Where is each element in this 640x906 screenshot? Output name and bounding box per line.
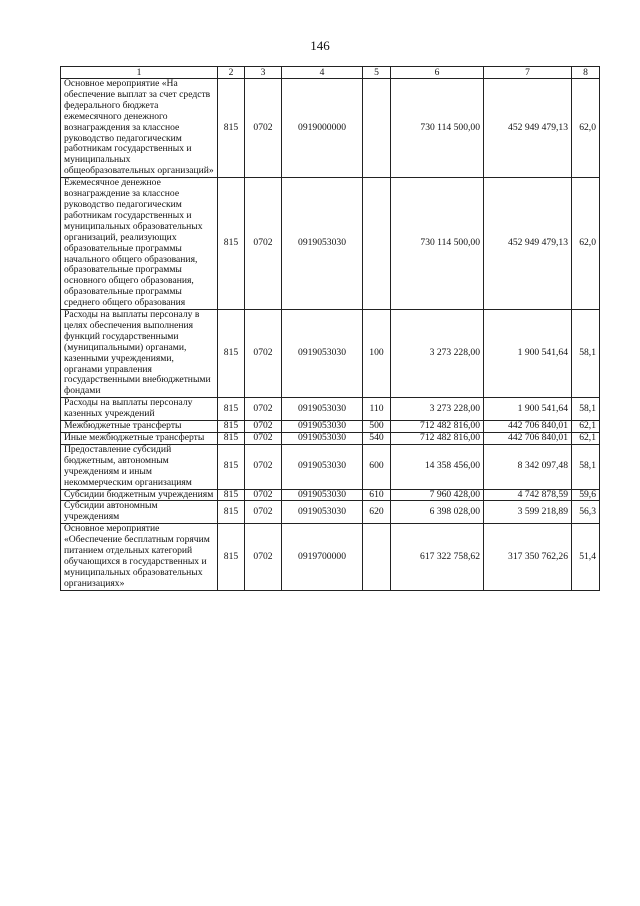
execution-percent: 51,4 — [572, 524, 600, 590]
execution-percent: 58,1 — [572, 444, 600, 489]
section-code: 0702 — [245, 524, 282, 590]
target-article-code: 0919053030 — [282, 433, 363, 445]
expense-type-code: 620 — [363, 501, 391, 524]
table-row — [61, 421, 600, 433]
planned-amount: 712 482 816,00 — [391, 433, 484, 445]
planned-amount: 617 322 758,62 — [391, 524, 484, 590]
header-cell: 2 — [218, 67, 245, 79]
expense-type-code — [363, 178, 391, 310]
target-article-code: 0919000000 — [282, 79, 363, 178]
executed-amount: 1 900 541,64 — [484, 398, 572, 421]
executed-amount: 3 599 218,89 — [484, 501, 572, 524]
section-code: 0702 — [245, 398, 282, 421]
table-row — [61, 79, 600, 178]
expense-type-code: 100 — [363, 310, 391, 398]
header-cell: 7 — [484, 67, 572, 79]
target-article-code: 0919053030 — [282, 501, 363, 524]
executed-amount: 452 949 479,13 — [484, 79, 572, 178]
section-code: 0702 — [245, 444, 282, 489]
planned-amount: 712 482 816,00 — [391, 421, 484, 433]
header-cell: 8 — [572, 67, 600, 79]
target-article-code: 0919053030 — [282, 421, 363, 433]
expense-type-code — [363, 524, 391, 590]
table-row — [61, 433, 600, 445]
executed-amount: 442 706 840,01 — [484, 433, 572, 445]
execution-percent: 62,0 — [572, 79, 600, 178]
target-article-code: 0919053030 — [282, 398, 363, 421]
page-number: 146 — [310, 38, 330, 53]
ministry-code: 815 — [218, 433, 245, 445]
target-article-code: 0919053030 — [282, 489, 363, 501]
execution-percent: 58,1 — [572, 310, 600, 398]
table-row — [61, 398, 600, 421]
section-code: 0702 — [245, 178, 282, 310]
execution-percent: 56,3 — [572, 501, 600, 524]
ministry-code: 815 — [218, 524, 245, 590]
expense-type-code: 500 — [363, 421, 391, 433]
executed-amount: 4 742 878,59 — [484, 489, 572, 501]
planned-amount: 730 114 500,00 — [391, 79, 484, 178]
section-code: 0702 — [245, 421, 282, 433]
row-name: Ежемесячное денежное вознаграждение за классное руководство педагогическим работникам государственных и муниципальных образовательных организаций, реализующих образовательные программы начального общего образования, образовательные программы основного общего образования, образовательные программы среднего общего образования — [61, 178, 218, 310]
execution-percent: 59,6 — [572, 489, 600, 501]
row-name: Основное мероприятие «Обеспечение бесплатным горячим питанием отдельных категорий обучающихся в государственных и муниципальных образовательных организациях» — [61, 524, 218, 590]
executed-amount: 452 949 479,13 — [484, 178, 572, 310]
section-code: 0702 — [245, 79, 282, 178]
executed-amount: 1 900 541,64 — [484, 310, 572, 398]
row-name: Расходы на выплаты персоналу казенных учреждений — [61, 398, 218, 421]
row-name: Субсидии бюджетным учреждениям — [61, 489, 218, 501]
ministry-code: 815 — [218, 310, 245, 398]
executed-amount: 8 342 097,48 — [484, 444, 572, 489]
target-article-code: 0919053030 — [282, 310, 363, 398]
header-row — [61, 67, 600, 79]
header-cell: 4 — [282, 67, 363, 79]
executed-amount: 442 706 840,01 — [484, 421, 572, 433]
row-name: Расходы на выплаты персоналу в целях обеспечения выполнения функций государственными (муниципальными) органами, казенными учреждениями, органами управления государственными внебюджетными фондами — [61, 310, 218, 398]
ministry-code: 815 — [218, 421, 245, 433]
table-row — [61, 501, 600, 524]
execution-percent: 62,1 — [572, 433, 600, 445]
row-name: Иные межбюджетные трансферты — [61, 433, 218, 445]
target-article-code: 0919053030 — [282, 178, 363, 310]
ministry-code: 815 — [218, 489, 245, 501]
expense-type-code: 610 — [363, 489, 391, 501]
section-code: 0702 — [245, 433, 282, 445]
planned-amount: 3 273 228,00 — [391, 398, 484, 421]
target-article-code: 0919053030 — [282, 444, 363, 489]
target-article-code: 0919700000 — [282, 524, 363, 590]
row-name: Субсидии автономным учреждениям — [61, 501, 218, 524]
section-code: 0702 — [245, 310, 282, 398]
ministry-code: 815 — [218, 444, 245, 489]
execution-percent: 62,0 — [572, 178, 600, 310]
expense-type-code: 600 — [363, 444, 391, 489]
execution-percent: 58,1 — [572, 398, 600, 421]
ministry-code: 815 — [218, 501, 245, 524]
header-cell: 1 — [61, 67, 218, 79]
row-name: Предоставление субсидий бюджетным, автономным учреждениям и иным некоммерческим организациям — [61, 444, 218, 489]
table-row — [61, 310, 600, 398]
section-code: 0702 — [245, 489, 282, 501]
table-row — [61, 444, 600, 489]
execution-percent: 62,1 — [572, 421, 600, 433]
header-cell: 5 — [363, 67, 391, 79]
planned-amount: 14 358 456,00 — [391, 444, 484, 489]
expense-type-code: 540 — [363, 433, 391, 445]
planned-amount: 7 960 428,00 — [391, 489, 484, 501]
header-cell: 6 — [391, 67, 484, 79]
budget-table — [60, 66, 600, 591]
row-name: Основное мероприятие «На обеспечение выплат за счет средств федерального бюджета ежемесячного денежного вознаграждения за классное руководство педагогическим работникам государственных и муниципальных общеобразовательных организаций» — [61, 79, 218, 178]
planned-amount: 3 273 228,00 — [391, 310, 484, 398]
table-row — [61, 489, 600, 501]
table-row — [61, 178, 600, 310]
ministry-code: 815 — [218, 79, 245, 178]
executed-amount: 317 350 762,26 — [484, 524, 572, 590]
ministry-code: 815 — [218, 178, 245, 310]
ministry-code: 815 — [218, 398, 245, 421]
expense-type-code: 110 — [363, 398, 391, 421]
row-name: Межбюджетные трансферты — [61, 421, 218, 433]
section-code: 0702 — [245, 501, 282, 524]
expense-type-code — [363, 79, 391, 178]
table-row — [61, 524, 600, 590]
planned-amount: 730 114 500,00 — [391, 178, 484, 310]
header-cell: 3 — [245, 67, 282, 79]
planned-amount: 6 398 028,00 — [391, 501, 484, 524]
